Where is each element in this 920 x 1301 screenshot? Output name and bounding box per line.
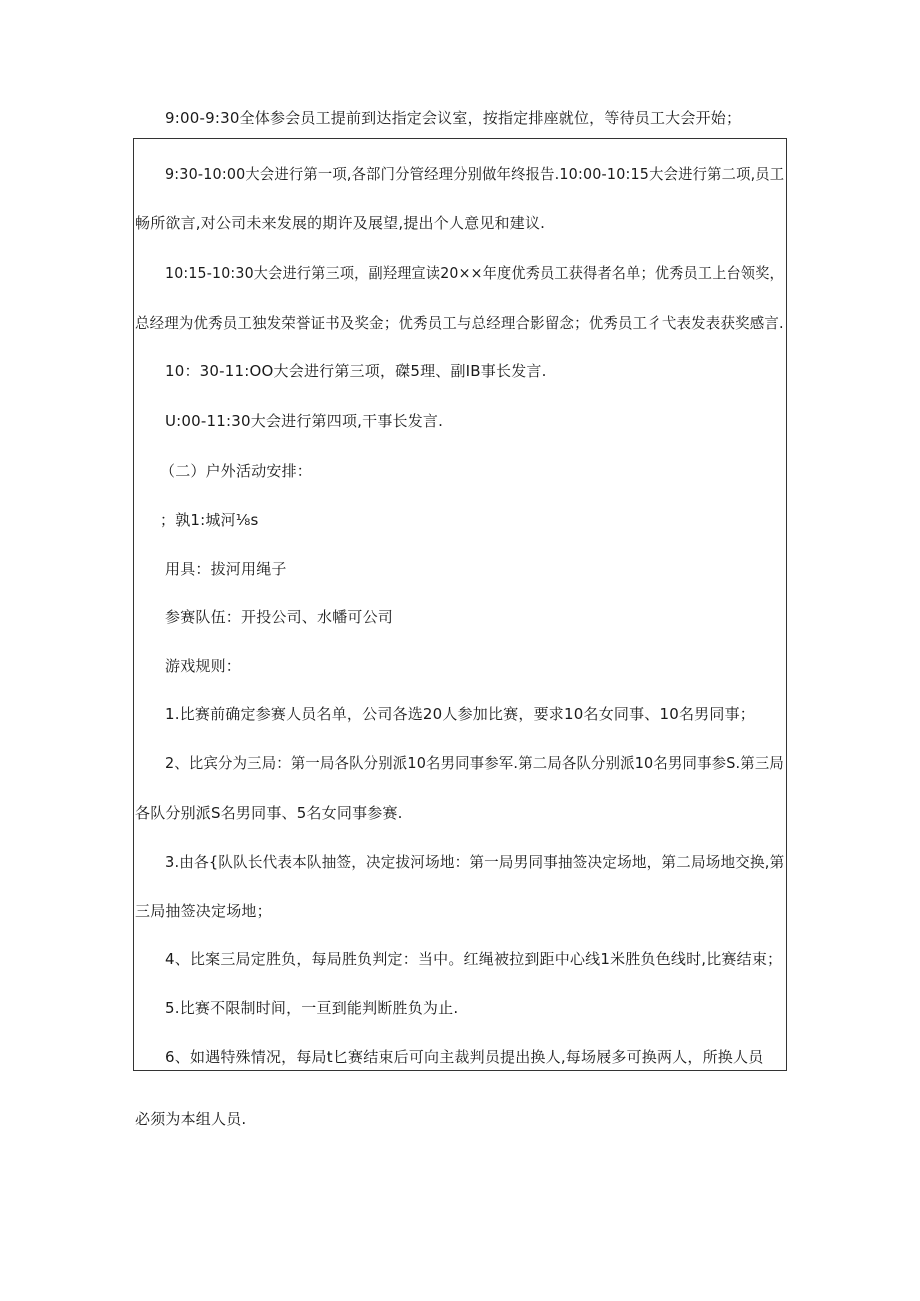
schedule-line-3-cont: 总经理为优秀员工独发荣誉证书及奖金；优秀员工与总经理合影留念；优秀员工彳弋表发表获奖感言. (135, 314, 784, 332)
rule-2: 2、比宾分为三局：第一局各队分别派10名男同事参军.第二局各队分别派10名男同事参S.第三局 (165, 754, 784, 772)
rule-3-cont: 三局抽签决定场地； (135, 902, 272, 920)
rule-4: 4、比案三局定胜负，每局胜负判定：当中。红绳被拉到距中心线1米胜负色线时,比赛结束； (165, 950, 783, 968)
schedule-line-2-cont: 畅所欲言,对公司未来发展的期许及展望,提出个人意见和建议. (135, 214, 546, 232)
teams-line: 参赛队伍：开投公司、水幡可公司 (165, 608, 394, 626)
rules-heading: 游戏规则： (165, 657, 242, 675)
equipment-line: 用具：拔河用绳子 (165, 560, 287, 578)
schedule-line-1: 9:00-9:30全体参会员工提前到达指定会议室，按指定排座就位，等待员工大会开始； (165, 109, 742, 127)
schedule-line-5: U:00-11:30大会进行第四项,干事长发言. (165, 412, 444, 430)
schedule-line-3: 10:15-10:30大会进行第三项，副羟理宣读20××年度优秀员工获得者名单；优秀员工上台领奖， (165, 264, 784, 282)
rule-2-cont: 各队分别派S名男同事、5名女同事参赛. (135, 804, 403, 822)
schedule-line-2: 9:30-10:00大会进行第一项,各部门分管经理分别做年终报告.10:00-10:15大会进行第二项,员工 (165, 165, 785, 183)
section-heading-outdoor: （二）户外活动安排： (160, 462, 313, 480)
activity-name: ；孰1:城河⅛s (160, 511, 259, 529)
rule-6-cont: 必须为本组人员. (135, 1110, 247, 1128)
rule-3: 3.由各{队队长代表本队抽签，决定拔河场地：第一局男同事抽签决定场地，第二局场地交换,第 (165, 853, 785, 871)
rule-1: 1.比赛前确定参赛人员名单，公司各选20人参加比赛，要求10名女同事、10名男同事； (165, 705, 755, 723)
rule-5: 5.比赛不限制时间，一亘到能判断胜负为止. (165, 999, 459, 1017)
rule-6: 6、如遇特殊情况，每局t匕赛结束后可向主裁判员提出换人,每场屐多可换两人，所换人员 (165, 1048, 764, 1066)
schedule-line-4: 10：30-11:OO大会进行第三项，磔5理、副IB事长发言. (165, 362, 547, 380)
